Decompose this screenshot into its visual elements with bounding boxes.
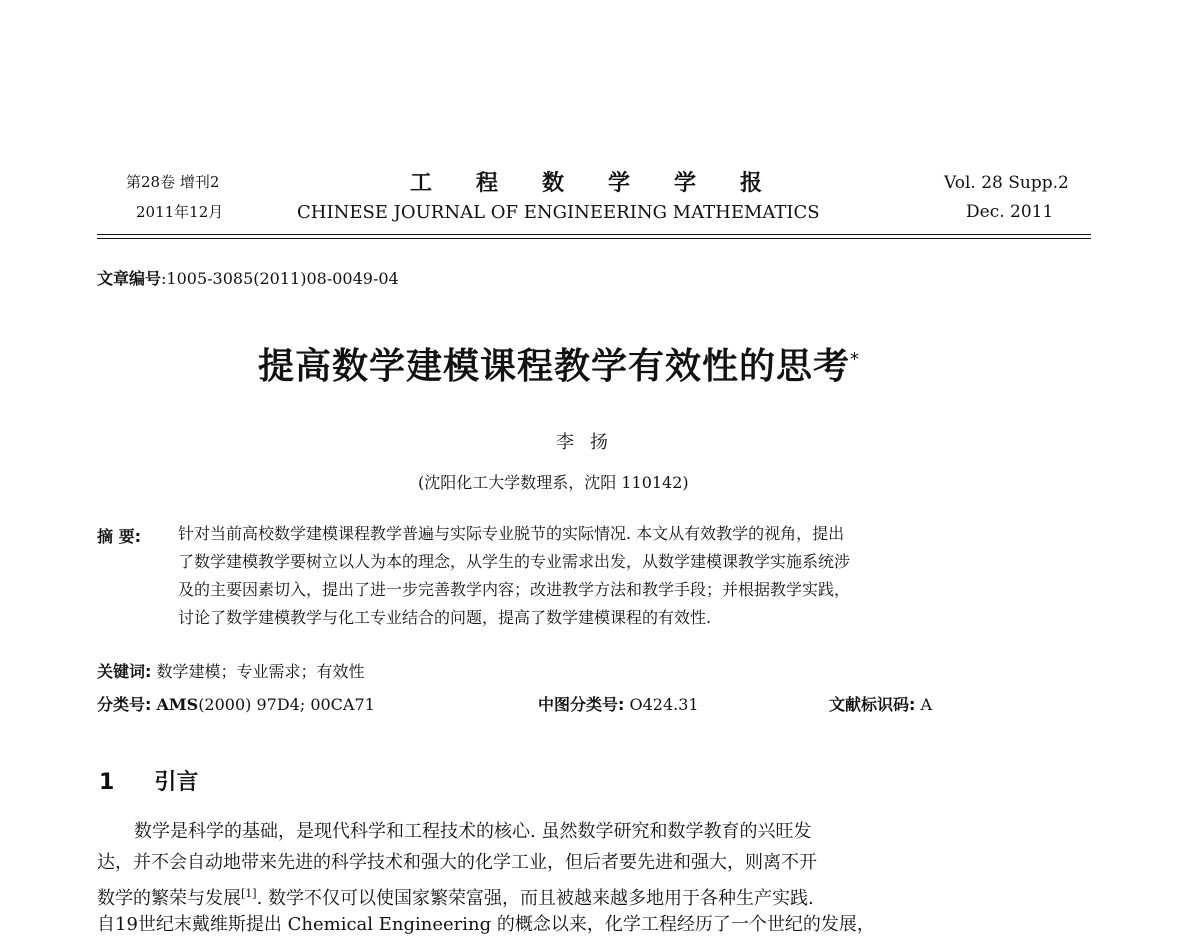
title-footnote-mark: * [850,349,861,370]
keywords-label: 关键词: [97,662,152,681]
author: 李扬 [556,432,624,453]
body-paragraph-line: 达，并不会自动地带来先进的科学技术和强大的化学工业，但后者要先进和强大，则离不开 [97,852,817,873]
ams-label: AMS [156,695,199,714]
classification-ams [97,692,375,715]
journal-title-cn [410,166,770,197]
article-number [97,266,399,289]
journal-char: 数 [542,170,567,196]
keywords-value: 数学建模；专业需求；有效性 [151,662,365,681]
article-number-label: 文章编号 [97,269,162,288]
article-number-value: :1005-3085(2011)08-0049-04 [161,269,399,288]
header-rule-top [97,234,1091,235]
paper-title-text: 提高数学建模课程教学有效性的思考 [258,346,851,387]
body-text-segment: 数学的繁荣与发展 [97,888,241,909]
clc-label: 中图分类号: [538,695,625,714]
abstract-line: 针对当前高校数学建模课程教学普遍与实际专业脱节的实际情况. 本文从有效教学的视角，提出 [178,524,845,543]
document-code-label: 文献标识码: [829,695,916,714]
section-title: 引言 [154,770,199,795]
journal-char: 程 [476,170,501,196]
journal-char: 报 [740,170,765,196]
clc-value: O424.31 [624,695,699,714]
date-cn: 2011年12月 [136,203,224,221]
abstract-line: 讨论了数学建模教学与化工专业结合的问题，提高了数学建模课程的有效性. [178,608,712,627]
header-rule-bottom [97,238,1091,239]
section-heading [99,765,198,796]
paper-title [258,338,860,389]
abstract-line: 及的主要因素切入，提出了进一步完善教学内容；改进教学方法和教学手段；并根据教学实践， [178,580,851,599]
journal-char: 学 [608,170,633,196]
volume-issue-cn: 第28卷 增刊2 [126,173,220,191]
keywords [97,659,365,682]
document-code [829,692,932,715]
journal-title-en: CHINESE JOURNAL OF ENGINEERING MATHEMATICS [297,202,820,223]
section-number: 1 [99,770,115,795]
body-paragraph-line: 自19世纪末戴维斯提出 Chemical Engineering 的概念以来，化学工程经历了一个世纪的发展， [97,914,875,935]
abstract-body [178,520,850,632]
ams-value: (2000) 97D4; 00CA71 [198,695,375,714]
volume-issue-en: Vol. 28 Supp.2 [944,173,1069,193]
abstract-label: 摘 要: [97,527,141,546]
body-paragraph-line: 数学是科学的基础，是现代科学和工程技术的核心. 虽然数学研究和数学教育的兴旺发 [134,821,812,842]
classification-clc [538,692,699,715]
abstract-line: 了数学建模教学要树立以人为本的理念，从学生的专业需求出发，从数学建模课教学实施系统涉 [178,552,851,571]
body-text-segment: . 数学不仅可以使国家繁荣富强，而且被越来越多地用于各种生产实践. [256,888,814,909]
document-code-value: A [915,695,933,714]
journal-char: 工 [410,170,435,196]
citation-reference: [1] [241,887,257,900]
journal-char: 学 [674,170,699,196]
date-en: Dec. 2011 [966,202,1054,222]
classification-label: 分类号: [97,695,152,714]
affiliation: (沈阳化工大学数理系，沈阳 110142) [418,473,689,492]
